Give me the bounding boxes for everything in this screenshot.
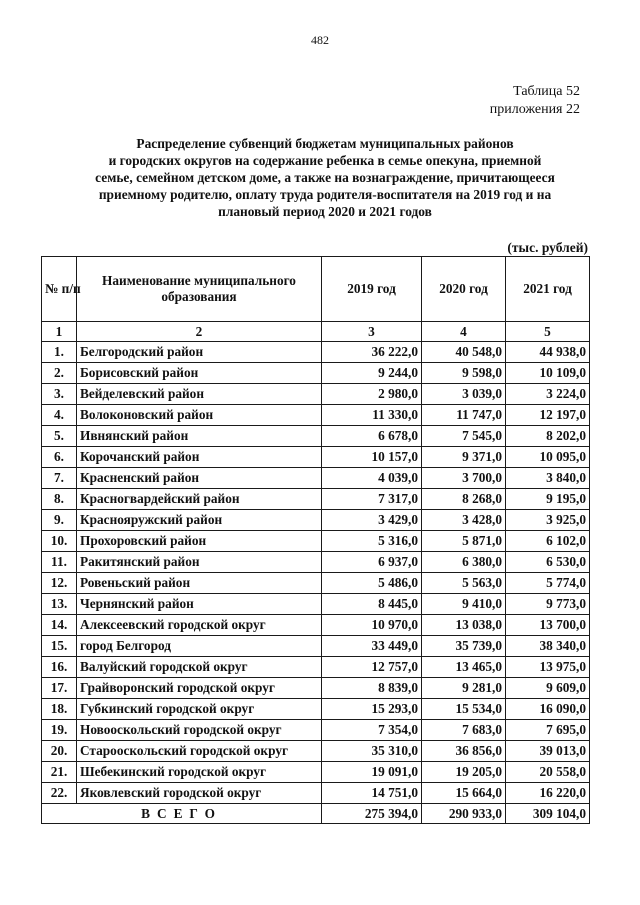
row-2021: 39 013,0 — [506, 741, 590, 762]
row-number: 19. — [42, 720, 77, 741]
row-2019: 9 244,0 — [322, 363, 422, 384]
row-number: 1. — [42, 342, 77, 363]
row-number: 2. — [42, 363, 77, 384]
table-row — [42, 384, 590, 405]
row-name: Корочанский район — [77, 447, 322, 468]
total-2020: 290 933,0 — [422, 804, 506, 824]
row-number: 20. — [42, 741, 77, 762]
row-name: Шебекинский городской округ — [77, 762, 322, 783]
row-name: Яковлевский городской округ — [77, 783, 322, 804]
col-number: 3 — [322, 322, 422, 342]
row-2021: 12 197,0 — [506, 405, 590, 426]
row-2019: 11 330,0 — [322, 405, 422, 426]
row-number: 15. — [42, 636, 77, 657]
row-number: 3. — [42, 384, 77, 405]
table-row — [42, 783, 590, 804]
table-row — [42, 489, 590, 510]
row-number: 8. — [42, 489, 77, 510]
row-number: 11. — [42, 552, 77, 573]
row-number: 4. — [42, 405, 77, 426]
row-2019: 4 039,0 — [322, 468, 422, 489]
title-line1: Распределение субвенций бюджетам муниципальных районов — [136, 136, 514, 151]
row-name: Старооскольский городской округ — [77, 741, 322, 762]
row-number: 18. — [42, 699, 77, 720]
table-row — [42, 699, 590, 720]
row-name: Ивнянский район — [77, 426, 322, 447]
row-name: Борисовский район — [77, 363, 322, 384]
table-row — [42, 720, 590, 741]
row-2020: 35 739,0 — [422, 636, 506, 657]
row-2021: 9 195,0 — [506, 489, 590, 510]
row-2021: 3 925,0 — [506, 510, 590, 531]
table-row — [42, 468, 590, 489]
row-2019: 5 486,0 — [322, 573, 422, 594]
row-name: Вейделевский район — [77, 384, 322, 405]
table-row — [42, 363, 590, 384]
row-name: Новооскольский городской округ — [77, 720, 322, 741]
row-2020: 8 268,0 — [422, 489, 506, 510]
row-number: 12. — [42, 573, 77, 594]
title-line2: и городских округов на содержание ребенка в семье опекуна, приемной — [108, 153, 542, 168]
row-2021: 16 220,0 — [506, 783, 590, 804]
row-number: 10. — [42, 531, 77, 552]
row-2021: 9 609,0 — [506, 678, 590, 699]
page-number: 482 — [311, 33, 329, 47]
row-2020: 19 205,0 — [422, 762, 506, 783]
row-name: Ровеньский район — [77, 573, 322, 594]
row-number: 22. — [42, 783, 77, 804]
table-row — [42, 552, 590, 573]
row-2019: 10 970,0 — [322, 615, 422, 636]
unit-label: (тыс. рублей) — [507, 240, 588, 255]
row-2019: 6 678,0 — [322, 426, 422, 447]
row-2019: 2 980,0 — [322, 384, 422, 405]
row-2021: 8 202,0 — [506, 426, 590, 447]
row-number: 5. — [42, 426, 77, 447]
col-number: 4 — [422, 322, 506, 342]
subsidy-table — [41, 256, 590, 824]
row-2020: 7 683,0 — [422, 720, 506, 741]
row-2021: 7 695,0 — [506, 720, 590, 741]
table-row — [42, 510, 590, 531]
row-2020: 6 380,0 — [422, 552, 506, 573]
row-2019: 8 839,0 — [322, 678, 422, 699]
row-name: Грайворонский городской округ — [77, 678, 322, 699]
row-2021: 38 340,0 — [506, 636, 590, 657]
row-number: 6. — [42, 447, 77, 468]
row-2020: 5 871,0 — [422, 531, 506, 552]
row-2020: 9 598,0 — [422, 363, 506, 384]
row-number: 17. — [42, 678, 77, 699]
header-2021: 2021 год — [506, 257, 590, 322]
table-row — [42, 447, 590, 468]
row-2021: 3 224,0 — [506, 384, 590, 405]
row-name: Красненский район — [77, 468, 322, 489]
row-2020: 3 700,0 — [422, 468, 506, 489]
row-2021: 13 975,0 — [506, 657, 590, 678]
header-2020: 2020 год — [422, 257, 506, 322]
table-row — [42, 531, 590, 552]
table-row — [42, 426, 590, 447]
table-row — [42, 594, 590, 615]
table-row — [42, 615, 590, 636]
title-line5: плановый период 2020 и 2021 годов — [218, 204, 432, 219]
row-number: 16. — [42, 657, 77, 678]
header-no: № п/п — [42, 257, 77, 322]
table-row — [42, 342, 590, 363]
row-2020: 9 281,0 — [422, 678, 506, 699]
row-2021: 16 090,0 — [506, 699, 590, 720]
title-line3: семье, семейном детском доме, а также на вознаграждение, причитающееся — [95, 170, 555, 185]
row-2021: 3 840,0 — [506, 468, 590, 489]
row-2019: 33 449,0 — [322, 636, 422, 657]
row-2019: 8 445,0 — [322, 594, 422, 615]
row-name: Губкинский городской округ — [77, 699, 322, 720]
row-2021: 10 095,0 — [506, 447, 590, 468]
row-2021: 20 558,0 — [506, 762, 590, 783]
row-2019: 3 429,0 — [322, 510, 422, 531]
row-name: Валуйский городской округ — [77, 657, 322, 678]
column-number-row — [42, 322, 590, 342]
row-2019: 6 937,0 — [322, 552, 422, 573]
row-2020: 15 664,0 — [422, 783, 506, 804]
table-ref-line2: приложения 22 — [489, 102, 580, 117]
row-2020: 9 371,0 — [422, 447, 506, 468]
row-2019: 15 293,0 — [322, 699, 422, 720]
row-name: Алексеевский городской округ — [77, 615, 322, 636]
row-2020: 11 747,0 — [422, 405, 506, 426]
row-number: 7. — [42, 468, 77, 489]
document-title — [60, 135, 590, 220]
row-2020: 5 563,0 — [422, 573, 506, 594]
header-name: Наименование муниципального образования — [77, 257, 322, 322]
row-2019: 5 316,0 — [322, 531, 422, 552]
row-name: Белгородский район — [77, 342, 322, 363]
row-name: Краснояружский район — [77, 510, 322, 531]
table-row — [42, 678, 590, 699]
row-2021: 44 938,0 — [506, 342, 590, 363]
row-2019: 10 157,0 — [322, 447, 422, 468]
row-2019: 7 354,0 — [322, 720, 422, 741]
row-number: 9. — [42, 510, 77, 531]
table-body — [42, 342, 590, 804]
row-2020: 9 410,0 — [422, 594, 506, 615]
row-2021: 10 109,0 — [506, 363, 590, 384]
row-name: Красногвардейский район — [77, 489, 322, 510]
title-line4: приемному родителю, оплату труда родителя-воспитателя на 2019 год и на — [98, 187, 552, 202]
col-number: 2 — [77, 322, 322, 342]
table-ref-line1: Таблица 52 — [513, 84, 580, 99]
row-2020: 7 545,0 — [422, 426, 506, 447]
row-2020: 13 038,0 — [422, 615, 506, 636]
header-row — [42, 257, 590, 322]
row-2019: 14 751,0 — [322, 783, 422, 804]
table-row — [42, 762, 590, 783]
row-2021: 13 700,0 — [506, 615, 590, 636]
table-row — [42, 405, 590, 426]
total-label: ВСЕГО — [42, 804, 322, 824]
row-number: 21. — [42, 762, 77, 783]
row-number: 14. — [42, 615, 77, 636]
table-row — [42, 636, 590, 657]
header-2019: 2019 год — [322, 257, 422, 322]
row-2020: 13 465,0 — [422, 657, 506, 678]
row-name: город Белгород — [77, 636, 322, 657]
col-number: 1 — [42, 322, 77, 342]
row-2020: 36 856,0 — [422, 741, 506, 762]
row-2021: 6 102,0 — [506, 531, 590, 552]
row-2019: 7 317,0 — [322, 489, 422, 510]
row-2020: 3 039,0 — [422, 384, 506, 405]
table-reference — [490, 83, 580, 119]
total-2021: 309 104,0 — [506, 804, 590, 824]
row-2019: 19 091,0 — [322, 762, 422, 783]
row-2020: 3 428,0 — [422, 510, 506, 531]
row-2019: 35 310,0 — [322, 741, 422, 762]
row-name: Ракитянский район — [77, 552, 322, 573]
row-name: Прохоровский район — [77, 531, 322, 552]
row-2021: 6 530,0 — [506, 552, 590, 573]
row-2021: 5 774,0 — [506, 573, 590, 594]
row-2019: 12 757,0 — [322, 657, 422, 678]
row-2020: 40 548,0 — [422, 342, 506, 363]
row-2020: 15 534,0 — [422, 699, 506, 720]
total-2019: 275 394,0 — [322, 804, 422, 824]
row-name: Волоконовский район — [77, 405, 322, 426]
table-row — [42, 573, 590, 594]
row-2021: 9 773,0 — [506, 594, 590, 615]
table-row — [42, 741, 590, 762]
row-name: Чернянский район — [77, 594, 322, 615]
col-number: 5 — [506, 322, 590, 342]
total-row — [42, 804, 590, 824]
row-number: 13. — [42, 594, 77, 615]
row-2019: 36 222,0 — [322, 342, 422, 363]
table-row — [42, 657, 590, 678]
